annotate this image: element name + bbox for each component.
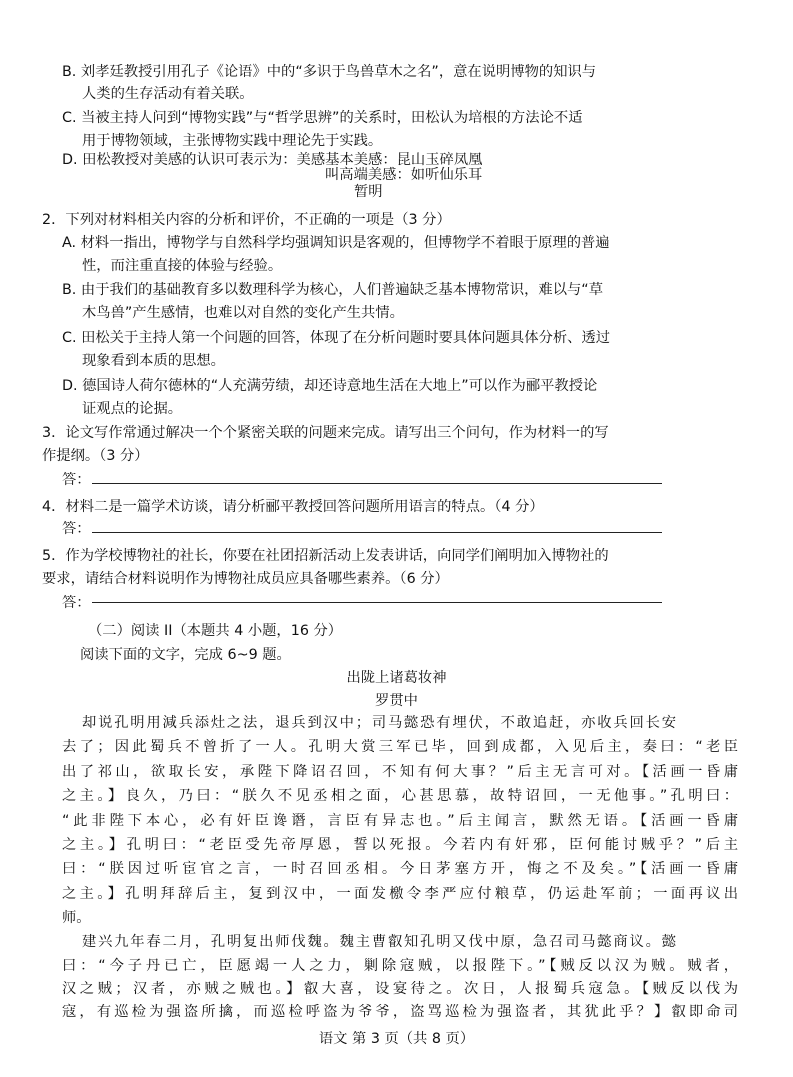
q4-line1: 4．材料二是一篇学术访谈，请分析郦平教授回答问题所用语言的特点。（4 分） <box>42 499 544 515</box>
q2-option-a-line2: 性，而注重直接的体验与经验。 <box>82 258 283 274</box>
q2-option-b-line2: 木鸟兽”产生感情，也难以对自然的变化产生共情。 <box>82 305 404 321</box>
q3-line1: 3．论文写作常通过解决一个个紧密关联的问题来完成。请写出三个问句，作为材料一的写 <box>42 425 609 441</box>
passage-line: 建兴九年春二月，孔明复出师伐魏。魏主曹叡知孔明又伐中原，急召司马懿商议。懿 <box>82 934 676 950</box>
passage-line: 曰：“朕因过听宦官之言，一时召回丞相。今日茅塞方开，悔之不及矣。”【活画一昏庸 <box>62 861 738 877</box>
section-heading: （二）阅读 II（本题共 4 小题，16 分） <box>88 623 343 639</box>
q2-option-c-line2: 现象看到本质的思想。 <box>82 353 225 369</box>
q5-answer-label: 答： <box>62 595 91 611</box>
passage-line: 之主。】孔明拜辞后主，复到汉中，一面发檄令李严应付粮草，仍运赴军前；一面再议出 <box>62 886 738 902</box>
passage-title: 出陇上诸葛妆神 <box>346 670 447 686</box>
passage-line: “此非陛下本心，必有奸臣谗谮，言臣有异志也。”后主闻言，默然无语。【活画一昏庸 <box>62 813 738 829</box>
section-instruction: 阅读下面的文字，完成 6~9 题。 <box>80 647 291 663</box>
q4-answer-label: 答： <box>62 521 91 537</box>
q2-option-d-line1: D. 德国诗人荷尔德林的“人充满劳绩，却还诗意地生活在大地上”可以作为郦平教授论 <box>62 378 598 394</box>
passage-line: 却说孔明用減兵添灶之法，退兵到汉中；司马懿恐有埋伏，不敢追赶，亦收兵回长安 <box>82 715 676 731</box>
q2-option-b-line1: B. 由于我们的基础教育多以数理科学为核心，人们普遍缺乏基本博物常识，难以与“草 <box>62 282 603 298</box>
q1-option-b-line2: 人类的生存活动有着关联。 <box>82 86 254 102</box>
q2-option-a-line1: A. 材料一指出，博物学与自然科学均强调知识是客观的，但博物学不着眼于原理的普遍 <box>62 235 610 251</box>
page-footer: 语文 第 3 页（共 8 页） <box>318 1031 475 1047</box>
passage-line: 寇，有巡检为强盗所擒，而巡检呼盗为爷爷，盗骂巡检为强盗者，其犹此乎？】叡即命司 <box>62 1004 738 1020</box>
passage-line: 出了祁山，欲取长安，承陛下降诏召回，不知有何大事？”后主无言可对。【活画一昏庸 <box>62 764 738 780</box>
q1-option-b-line1: B. 刘孝廷教授引用孔子《论语》中的“多识于鸟兽草木之名”，意在说明博物的知识与 <box>62 64 597 80</box>
q5-answer-line[interactable] <box>92 602 662 603</box>
q5-line1: 5．作为学校博物社的社长，你要在社团招新活动上发表讲话，向同学们阐明加入博物社的 <box>42 548 609 564</box>
q1-option-c-line1: C. 当被主持人问到“博物实践”与“哲学思辨”的关系时，田松认为培根的方法论不适 <box>62 110 583 126</box>
passage-line: 之主。】良久，乃曰：“朕久不见丞相之面，心甚思慕，故特诏回，一无他事。”孔明曰： <box>62 788 738 804</box>
q1-option-c-line2: 用于博物领域，主张博物实践中理论先于实践。 <box>82 133 383 149</box>
q4-answer-line[interactable] <box>92 532 662 533</box>
passage-author: 罗贯中 <box>375 693 418 709</box>
passage-line: 去了；因此蜀兵不曾折了一人。孔明大赏三军已毕，回到成都，入见后主，奏曰：“老臣 <box>62 739 738 755</box>
passage-line: 师。 <box>62 910 91 926</box>
q2-stem: 2．下列对材料相关内容的分析和评价，不正确的一项是（3 分） <box>42 212 451 228</box>
q2-option-c-line1: C. 田松关于主持人第一个问题的回答，体现了在分析问题时要具体问题具体分析、透过 <box>62 330 611 346</box>
passage-line: 曰：“今子丹已亡，臣愿竭一人之力，剿除寇贼，以报陛下。”【贼反以汉为贼。贼者， <box>62 958 738 974</box>
q3-answer-line[interactable] <box>92 483 662 484</box>
q2-option-d-line2: 证观点的论据。 <box>82 401 183 417</box>
q1-option-d-line1: D. 田松教授对美感的认识可表示为：美感基本美感：昆山玉碎凤凰 <box>62 152 483 168</box>
q1-option-d-line2: 叫高端美感：如听仙乐耳 <box>325 167 483 183</box>
q5-line2: 要求，请结合材料说明作为博物社成员应具备哪些素养。（6 分） <box>42 571 449 587</box>
q3-answer-label: 答： <box>62 472 91 488</box>
passage-line: 汉之贼；汉者，亦贼之贼也。】叡大喜，设宴待之。次日，人报蜀兵寇急。【贼反以伐为 <box>62 981 738 997</box>
q1-option-d-line3: 暂明 <box>354 184 383 200</box>
passage-line: 之主。】孔明曰：“老臣受先帝厚恩，誓以死报。今若内有奸邪，臣何能讨贼乎？”后主 <box>62 837 738 853</box>
q3-line2: 作提纲。（3 分） <box>42 448 149 464</box>
